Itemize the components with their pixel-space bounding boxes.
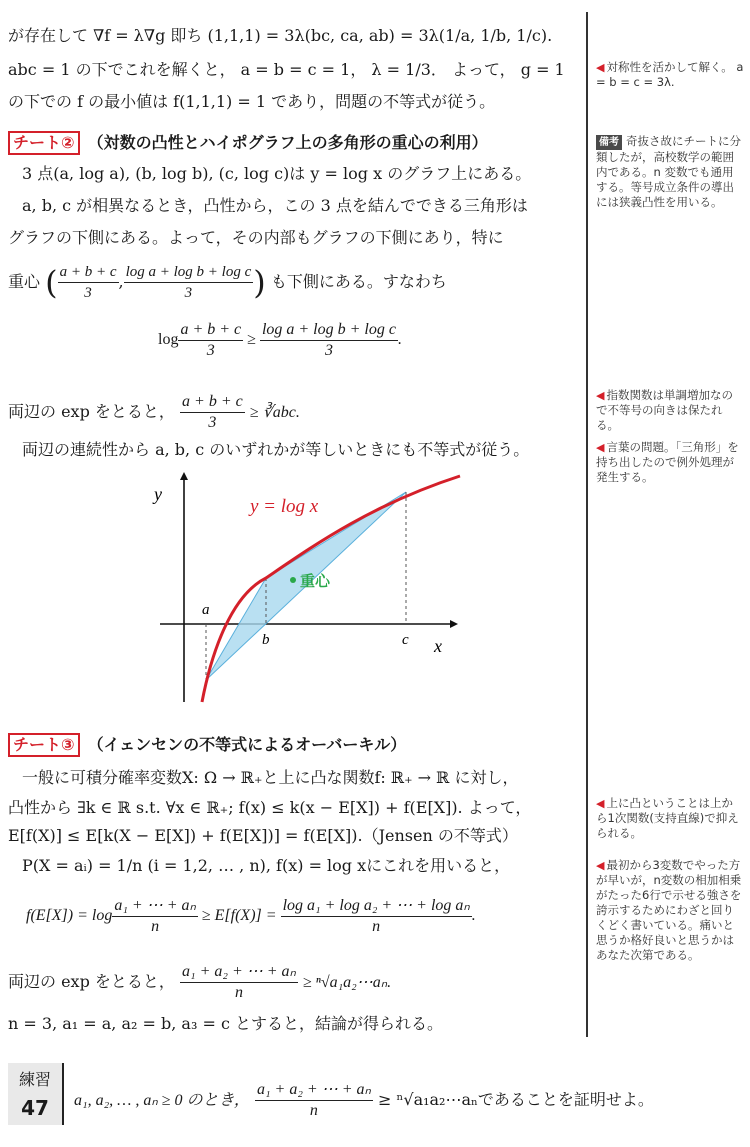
- exercise-title: 練習: [18, 1070, 51, 1089]
- exp-line-2: [8, 392, 300, 433]
- y-axis-label: y: [154, 484, 162, 504]
- cheat3-title: （イェンセンの不等式によるオーバーキル）: [87, 735, 407, 754]
- side-note-text: 指数関数は単調増加なので不等号の向きは保たれる。: [596, 388, 733, 432]
- cheat3-heading: [8, 732, 406, 757]
- remark-tag: 備考: [596, 135, 622, 150]
- frac-num: a + b + c: [178, 320, 243, 341]
- cheat2-p2: a, b, c が相異なるとき，凸性から，この 3 点を結んでできる三角形は: [22, 196, 528, 215]
- cheat2-p1: 3 点(a, log a), (b, log b), (c, log c)は y = log x のグラフ上にある。: [22, 164, 532, 183]
- eq-log: log: [158, 331, 179, 349]
- cheat2-p3: グラフの下側にある。よって，その内部もグラフの下側にあり，特に: [8, 228, 504, 247]
- exp-pre: 両辺の exp をとると，: [8, 402, 175, 421]
- frac-num: a + b + c: [58, 262, 119, 283]
- exp-line-3: [8, 962, 391, 1003]
- frac-den: 3: [208, 414, 217, 431]
- top-line-3: の下での f の最小値は f(1,1,1) = 1 であり，問題の不等式が従う。: [8, 92, 496, 111]
- cheat3-label: チート③: [8, 733, 80, 757]
- frac-den: 3: [324, 342, 333, 359]
- frac-num: a₁ + a₂ + ⋯ + aₙ: [255, 1080, 373, 1101]
- side-note-exp: [596, 388, 744, 433]
- arrow-left-icon: ◀: [596, 859, 605, 872]
- frac-den: 3: [184, 285, 193, 301]
- margin-divider: [586, 12, 588, 1037]
- side-note-overkill: [596, 858, 744, 963]
- exp-pre: 両辺の exp をとると，: [8, 972, 175, 991]
- side-note-symmetry: [596, 60, 744, 90]
- frac-den: 3: [84, 285, 92, 301]
- frac-den: n: [234, 984, 243, 1001]
- exp-post: ≥ ∛abc.: [249, 404, 300, 421]
- exercise-number: 47: [21, 1096, 49, 1120]
- centroid-label: 重心: [300, 572, 331, 590]
- cheat3-p4: P(X = aᵢ) = 1/n (i = 1,2, … , n), f(x) = log xにこれを用いると，: [22, 856, 511, 875]
- jensen-equation: f(E[X]) = log $\frac{\text{a₁ + ⋯ + aₙ}}{n}$ ≥ E[f(X)] = $\frac{\text{log a₁ + log a₂ + ⋯ + log aₙ}}{n}$ .: [26, 897, 476, 935]
- label-b: b: [262, 632, 270, 648]
- log-curve: [202, 476, 460, 702]
- cheat2-title: （対数の凸性とハイポグラフ上の多角形の重心の利用）: [87, 133, 488, 152]
- side-note-text: 対称性を活かして解く。 a = b = c = 3λ.: [596, 60, 744, 89]
- cheat3-conclusion: n = 3, a₁ = a, a₂ = b, a₃ = c とすると，結論が得られる。: [8, 1014, 444, 1033]
- eq-geq: ≥: [247, 331, 256, 349]
- side-note-triangle: [596, 440, 744, 485]
- label-a: a: [202, 602, 210, 618]
- cheat2-label: チート②: [8, 131, 80, 155]
- top-line-1: が存在して ∇f = λ∇g 即ち (1,1,1) = 3λ(bc, ca, ab) = 3λ(1/a, 1/b, 1/c).: [8, 26, 553, 45]
- cheat2-heading: [8, 130, 488, 155]
- frac-num: a₁ + ⋯ + aₙ: [112, 896, 198, 917]
- centroid-post: も下側にある。すなわち: [270, 272, 447, 291]
- side-note-text: 奇抜さ故にチートに分類したが，高校数学の範囲内である。n 変数でも通用する。等号成立条件の導出には狭義凸性を用いる。: [596, 134, 741, 209]
- frac-den: n: [151, 918, 160, 935]
- label-c: c: [402, 632, 409, 648]
- log-graph: [140, 470, 470, 710]
- log-inequality: log $\frac{a + b + c}{3}$ ≥ $\frac{\text{log a + log b + log c}}{3}$ .: [158, 321, 402, 359]
- eq-left: f(E[X]) = log: [26, 907, 113, 925]
- side-note-text: 最初から3変数でやった方が早いが，n変数の相加相乗がたった6行で示せる強さを誇示するためにわざと回りくどく書いている。痛いと思うか格好良いと思うかはあなた次第である。: [596, 858, 742, 962]
- eq-mid: ≥ E[f(X)] =: [201, 907, 277, 925]
- cheat3-p2: 凸性から ∃k ∈ ℝ s.t. ∀x ∈ ℝ₊; f(x) ≤ k(x − E[X]) + f(E[X]). よって，: [8, 798, 532, 817]
- cheat3-p1: 一般に可積分確率変数X: Ω → ℝ₊と上に凸な関数f: ℝ₊ → ℝ に対し，: [22, 768, 519, 787]
- frac-num: log a + log b + log c: [260, 320, 398, 341]
- curve-label: y = log x: [250, 496, 319, 517]
- arrow-left-icon: ◀: [596, 797, 605, 810]
- frac-num: a + b + c: [180, 392, 245, 413]
- frac-num: a₁ + a₂ + ⋯ + aₙ: [180, 962, 298, 983]
- cheat3-p3: E[f(X)] ≤ E[k(X − E[X]) + f(E[X])] = f(E[X]).（Jensen の不等式）: [8, 826, 518, 845]
- arrow-left-icon: ◀: [596, 389, 605, 402]
- top-line-2: abc = 1 の下でこれを解くと， a = b = c = 1， λ = 1/3． よって， g = 1: [8, 60, 565, 79]
- frac-den: n: [372, 918, 381, 935]
- arrow-left-icon: ◀: [596, 441, 605, 454]
- frac-den: n: [309, 1102, 318, 1119]
- frac-num: log a₁ + log a₂ + ⋯ + log aₙ: [281, 896, 472, 917]
- exp-post: ≥ ⁿ√a₁a₂⋯aₙ.: [303, 974, 392, 991]
- frac-num: log a + log b + log c: [124, 262, 254, 283]
- exercise-post: ≥ ⁿ√a₁a₂⋯aₙであることを証明せよ。: [377, 1090, 654, 1109]
- side-note-text: 上に凸ということは上から1次関数(支持直線)で抑えられる。: [596, 796, 739, 840]
- exercise-problem: [74, 1080, 654, 1121]
- exercise-badge: [8, 1063, 64, 1125]
- x-axis-arrow-icon: [450, 620, 458, 628]
- y-axis-arrow-icon: [180, 472, 188, 480]
- arrow-left-icon: ◀: [596, 61, 605, 74]
- frac-den: 3: [206, 342, 215, 359]
- centroid-dot: [290, 577, 296, 583]
- side-note-text: 言葉の問題。「三角形」を持ち出したので例外処理が発生する。: [596, 440, 739, 484]
- centroid-pre: 重心: [8, 272, 41, 291]
- cheat2-continuity: 両辺の連続性から a, b, c のいずれかが等しいときにも不等式が従う。: [22, 440, 530, 459]
- side-note-remark: [596, 134, 744, 210]
- side-note-support-line: [596, 796, 744, 841]
- x-axis-label: x: [434, 636, 442, 656]
- exercise-pre: a₁, a₂, … , aₙ ≥ 0 のとき，: [74, 1092, 250, 1109]
- centroid-line: 重心 ( $\frac{a + b + c}{3}$ , $\frac{\text{log a + log b + log c}}{3}$ ) も下側にある。すなわち: [8, 263, 447, 302]
